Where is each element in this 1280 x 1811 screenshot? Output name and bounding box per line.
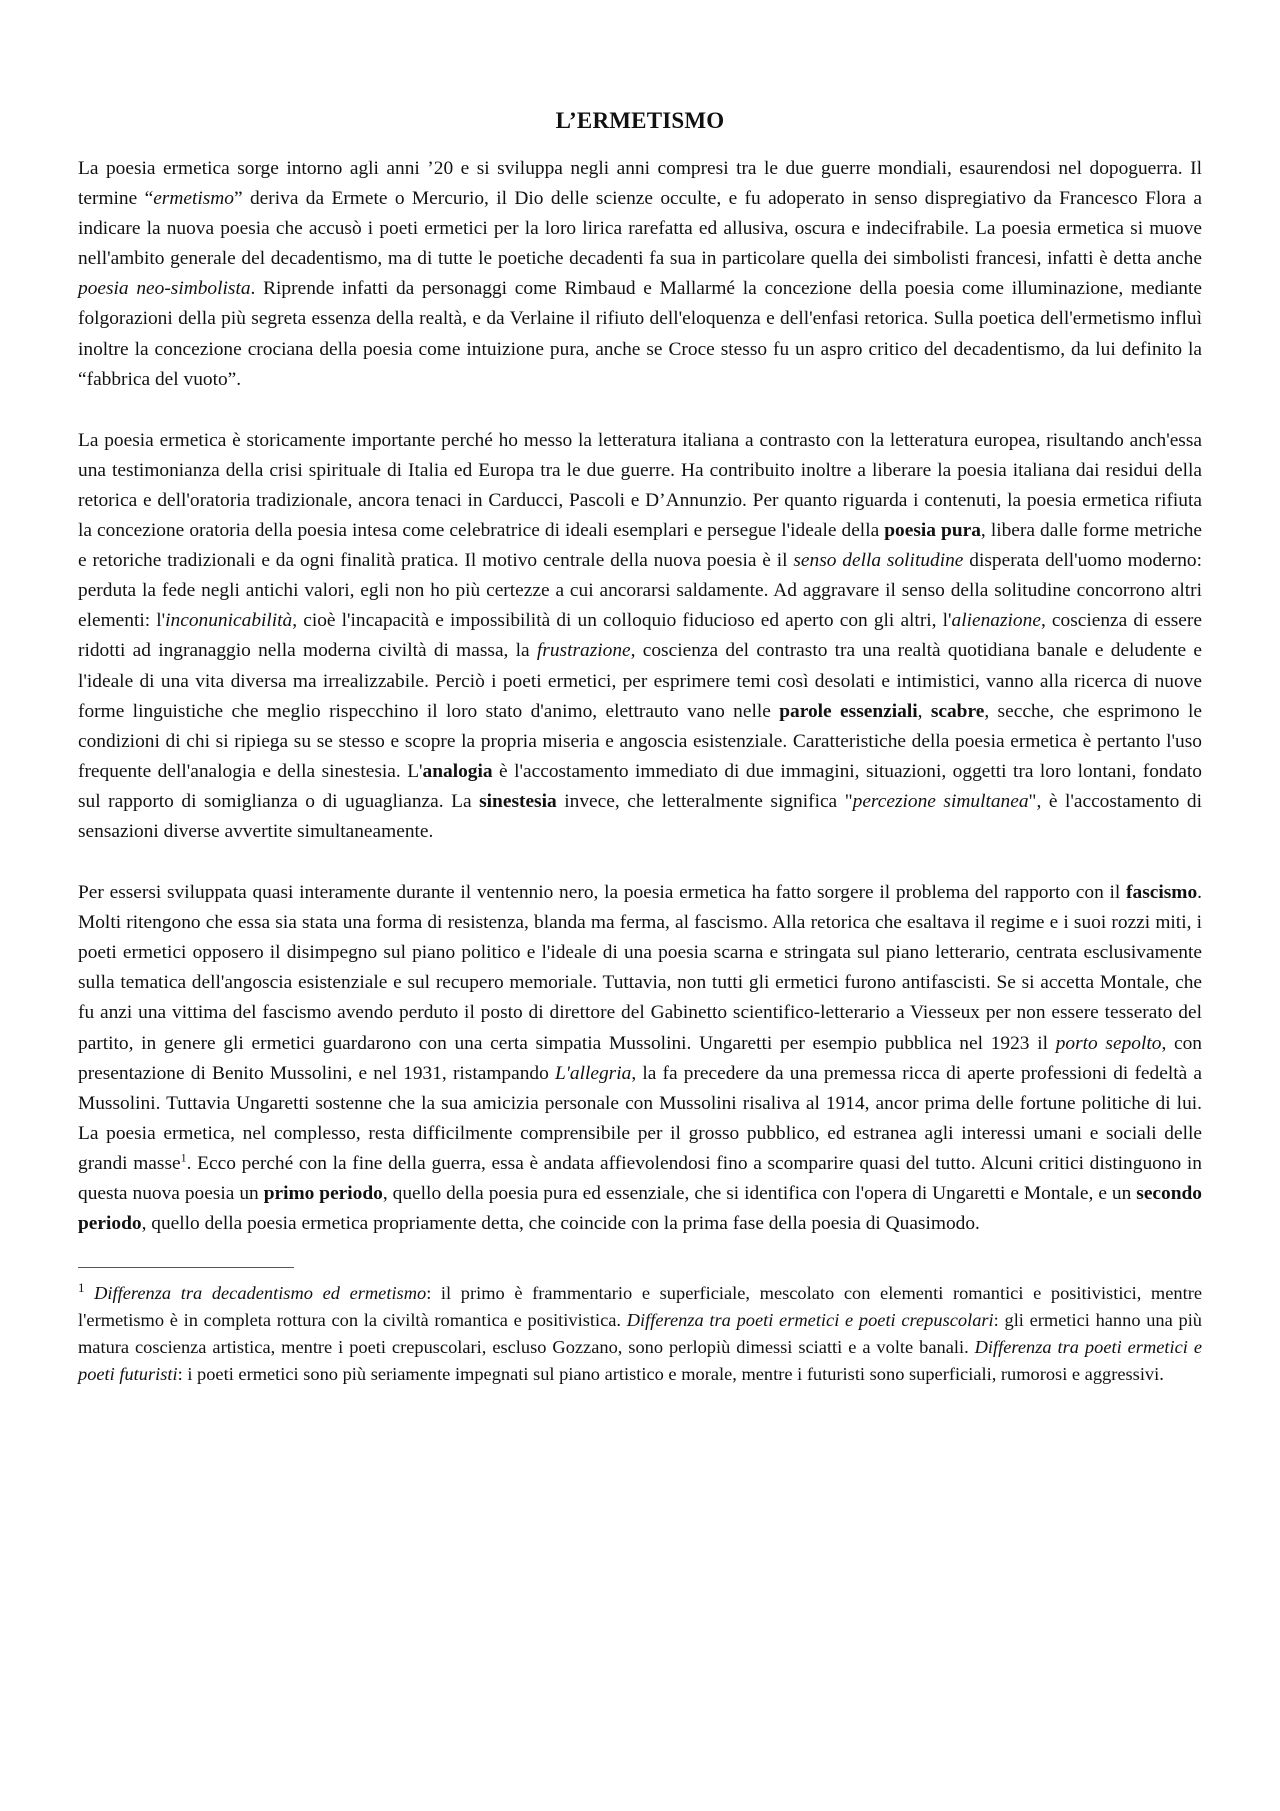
p3-text: , quello della poesia ermetica propriamente detta, che coincide con la prima fase della poesia di Quasimodo. (141, 1213, 980, 1235)
footnote (78, 1280, 1202, 1388)
p3-bold-primo-periodo: primo periodo (263, 1183, 383, 1204)
footnote-number: 1 (78, 1280, 85, 1296)
p3-text: . Molti ritengono che essa sia stata una forma di resistenza, blanda ma ferma, al fascismo. Alla retorica che esaltava il regime e i suoi rozzi miti, i poeti ermetici opposero il disimpegno sul piano politico e l'ideale di una poesia scarna e stringata sul piano letterario, centrata esclusivamente sulla tematica dell'angoscia esistenziale e sul recupero memoriale. Tuttavia, non tutti gli ermetici furono antifascisti. Se si accetta Montale, che fu anzi una vittima del fascismo avendo perduto il posto di direttore del Gabinetto scientifico-letterario a Viesseux per non essere tesserato del partito, in genere gli ermetici guardarono con una certa simpatia Mussolini. Ungaretti per esempio pubblica nel 1923 il (78, 882, 1202, 1054)
p3-text: . Ecco perché con la fine della guerra, essa è andata affievolendosi fino a scomparire quasi del tutto. Alcuni critici distinguono in questa nuova poesia un (78, 1152, 1202, 1204)
p2-bold-analogia: analogia (422, 760, 493, 782)
footnote-italic-crepuscolari: Differenza tra poeti ermetici e poeti crepuscolari (626, 1310, 994, 1331)
p2-text: è l'accostamento immediato di due immagini, situazioni, oggetti tra loro lontani, fondato sul rapporto di somiglianza o di uguaglianza. La (78, 760, 1202, 812)
p2-text: disperata dell'uomo moderno: perduta la fede negli antichi valori, egli non ho più certezze a cui ancorarsi saldamente. Ad aggravare il senso della solitudine concorrono altri elementi: l' (78, 550, 1203, 632)
footnote-text: : il primo è frammentario e superficiale, mescolato con elementi romantici e positivistici, mentre l'ermetismo è in completa rottura con la civiltà romantica e positivistica. (78, 1283, 1202, 1331)
p2-italic-incomunicabilita: inconunicabilità (165, 610, 293, 632)
p2-italic-frustrazione: frustrazione (536, 640, 631, 662)
p2-text: ", è l'accostamento di sensazioni diverse avvertite simultaneamente. (78, 790, 1202, 842)
p1-text: ” deriva da Ermete o Mercurio, il Dio delle scienze occulte, e fu adoperato in senso dispregiativo da Francesco Flora a indicare la nuova poesia che accusò i poeti ermetici per la loro lirica rarefatta ed allusiva, oscura e indecifrabile. La poesia ermetica si muove nell'ambito generale del decadentismo, ma di tutte le poetiche decadenti fa sua in particolare quella dei simbolisti francesi, infatti è detta anche (78, 188, 1202, 270)
footnote-italic-decadentismo: Differenza tra decadentismo ed ermetismo (94, 1283, 427, 1304)
footnote-separator (78, 1267, 294, 1268)
p1-text: La poesia ermetica sorge intorno agli anni ’20 e si sviluppa negli anni compresi tra le due guerre mondiali, esaurendosi nel dopoguerra. Il termine “ (78, 158, 1202, 210)
document-title: L’ERMETISMO (555, 108, 725, 133)
footnote-text: : gli ermetici hanno una più matura coscienza artistica, mentre i poeti crepuscolari, escluso Gozzano, sono perlopiù dimessi sciatti e a volte banali. (78, 1310, 1202, 1358)
p3-italic-porto-sepolto: porto sepolto (1055, 1032, 1162, 1054)
p3-italic-allegria: L'allegria (554, 1062, 632, 1084)
p2-text: , coscienza del contrasto tra una realtà quotidiana banale e deludente e l'ideale di una vita diversa ma irrealizzabile. Perciò i poeti ermetici, per esprimere temi così desolati e intimistici, vanno alla ricerca di nuove forme linguistiche che meglio rispecchino il loro stato d'animo, elettrauto vano nelle (78, 640, 1202, 722)
p3-text: , quello della poesia pura ed essenziale, che si identifica con l'opera di Ungaretti e Montale, e un (382, 1183, 1137, 1204)
p2-italic-percezione: percezione simultanea (852, 790, 1029, 812)
p2-text: La poesia ermetica è storicamente importante perché ho messo la letteratura italiana a contrasto con la letteratura europea, risultando anch'essa una testimonianza della crisi spirituale di Italia ed Europa tra le due guerre. Ha contribuito inoltre a liberare la poesia italiana dai residui della retorica e dell'oratoria tradizionale, ancora tenaci in Carducci, Pascoli e D’Annunzio. Per quanto riguarda i contenuti, la poesia ermetica rifiuta la concezione oratoria della poesia intesa come celebratrice di ideali esemplari e persegue l'ideale della (78, 429, 1202, 542)
p1-term-neo-simbolista: poesia neo-simbolista (78, 278, 251, 300)
p2-italic-solitudine: senso della solitudine (793, 550, 964, 572)
p3-text: , con presentazione di Benito Mussolini, e nel 1931, ristampando (78, 1032, 1202, 1084)
p2-text: , (917, 700, 931, 722)
p2-text: , coscienza di essere ridotti ad ingranaggio nella moderna civiltà di massa, la (78, 610, 1202, 662)
document-page (78, 108, 1202, 1407)
p3-bold-secondo-periodo: secondo periodo (78, 1183, 1202, 1235)
p3-bold-fascismo: fascismo (1126, 882, 1198, 904)
footnote-text: : i poeti ermetici sono più seriamente impegnati sul piano artistico e morale, mentre i futuristi sono superficiali, rumorosi e aggressivi. (177, 1364, 1164, 1385)
p2-italic-alienazione: alienazione (951, 610, 1041, 632)
p2-text: invece, che letteralmente significa " (556, 790, 853, 812)
paragraph-1 (78, 154, 1202, 395)
paragraph-2 (78, 426, 1202, 847)
footnote-space (85, 1283, 95, 1303)
p2-text: , secche, che esprimono le condizioni di chi si ripiega su se stesso e scopre la propria miseria e angoscia esistenziale. Caratteristiche della poesia ermetica è pertanto l'uso frequente dell'analogia e della sinestesia. L' (78, 700, 1202, 782)
p2-text: , cioè l'incapacità e impossibilità di un colloquio fiducioso ed aperto con gli altri, l' (292, 610, 952, 632)
p2-bold-poesia-pura: poesia pura (884, 520, 981, 542)
p2-bold-scabre: scabre (930, 700, 985, 722)
p1-text: . Riprende infatti da personaggi come Rimbaud e Mallarmé la concezione della poesia come illuminazione, mediante folgorazioni della più segreta essenza della realtà, e da Verlaine il rifiuto dell'eloquenza e dell'enfasi retorica. Sulla poetica dell'ermetismo influì inoltre la concezione crociana della poesia come intuizione pura, anche se Croce stesso fu un aspro critico del decadentismo, da lui definito la “fabbrica del vuoto”. (78, 278, 1202, 390)
p2-bold-parole-essenziali: parole essenziali (779, 700, 918, 722)
footnote-italic-futuristi: Differenza tra poeti ermetici e poeti futuristi (78, 1337, 1203, 1385)
p3-text: Per essersi sviluppata quasi interamente durante il ventennio nero, la poesia ermetica ha fatto sorgere il problema del rapporto con il (78, 882, 1127, 904)
paragraph-3 (78, 878, 1202, 1239)
footnote-reference[interactable]: 1 (180, 1150, 187, 1165)
p2-text: , libera dalle forme metriche e retoriche tradizionali e da ogni finalità pratica. Il motivo centrale della nuova poesia è il (78, 520, 1202, 572)
p1-term-ermetismo: ermetismo (153, 188, 234, 210)
p3-text: , la fa precedere da una premessa ricca di aperte professioni di fedeltà a Mussolini. Tuttavia Ungaretti sostenne che la sua amicizia personale con Mussolini risaliva al 1914, ancor prima delle fortune politiche di lui. La poesia ermetica, nel complesso, resta difficilmente comprensibile per il grosso pubblico, ed estranea agli interessi umani e sociali delle grandi masse (78, 1062, 1202, 1174)
p2-bold-sinestesia: sinestesia (479, 790, 557, 812)
